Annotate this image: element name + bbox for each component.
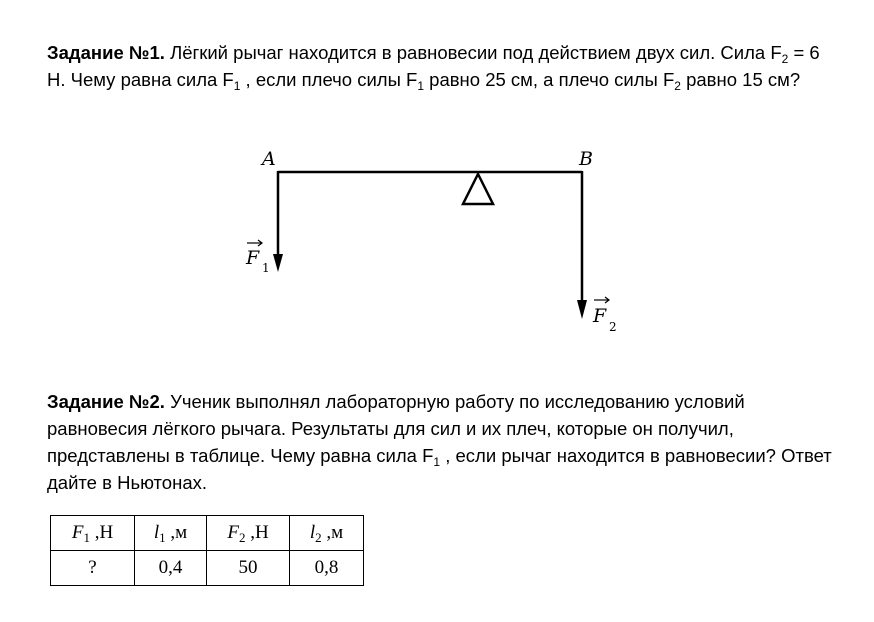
task-1-text-part: , если плечо силы F [240,69,418,90]
subscript: 1 [417,79,425,93]
table-cell: ? [51,551,135,586]
task-1-text-part: Лёгкий рычаг находится в равновесии под действием двух сил. Сила F [164,42,782,63]
table-cell: 50 [207,551,290,586]
force-1-arrowhead [273,254,283,272]
task-2-text-part: Ученик выполнял лабораторную работу по исследованию условий равновесия лёгкого рычага. Результаты для сил и их плеч, которые он получил, представлены в таблице. Чему равна сила F [47,391,745,466]
subscript: 2 [781,52,789,66]
subscript: 1 [433,455,441,469]
table-row [51,551,364,586]
subscript: 1 [233,79,241,93]
force-2-label [592,297,617,334]
table-header-cell: $F_2$ ,Н [207,516,290,551]
table-header-cell: $F_1$ ,Н [51,516,135,551]
table-header-cell: $l_2$ ,м [290,516,364,551]
force-2-arrowhead [577,300,587,319]
table-header-row [51,516,364,551]
table-header-cell: $l_1$ ,м [135,516,207,551]
point-a-label: A [262,148,276,170]
point-b-label: B [579,148,593,170]
subscript: 2 [674,79,681,93]
table-cell: 0,4 [135,551,207,586]
force-1-label [245,240,270,275]
task-1-text-part: = 6 Н. Чему равна сила F [47,42,820,90]
task-2-heading: Задание №2. [47,391,165,412]
force-1-letter: F [246,247,260,269]
table-cell: 0,8 [290,551,364,586]
results-table [50,515,364,586]
fulcrum-triangle [463,174,493,204]
force-2-index: 2 [609,320,617,334]
task-2-text-part: , если рычаг находится в равновесии? Ответ дайте в Ньютонах. [47,445,832,493]
task-1-heading: Задание №1. [47,42,165,63]
force-2-letter: F [593,305,607,327]
force-1-index: 1 [262,261,270,275]
task-2-text [47,388,837,496]
task-1-text-part: равно 25 см, а плечо силы F [424,69,675,90]
task-1-text-part: равно 15 см? [680,69,801,90]
